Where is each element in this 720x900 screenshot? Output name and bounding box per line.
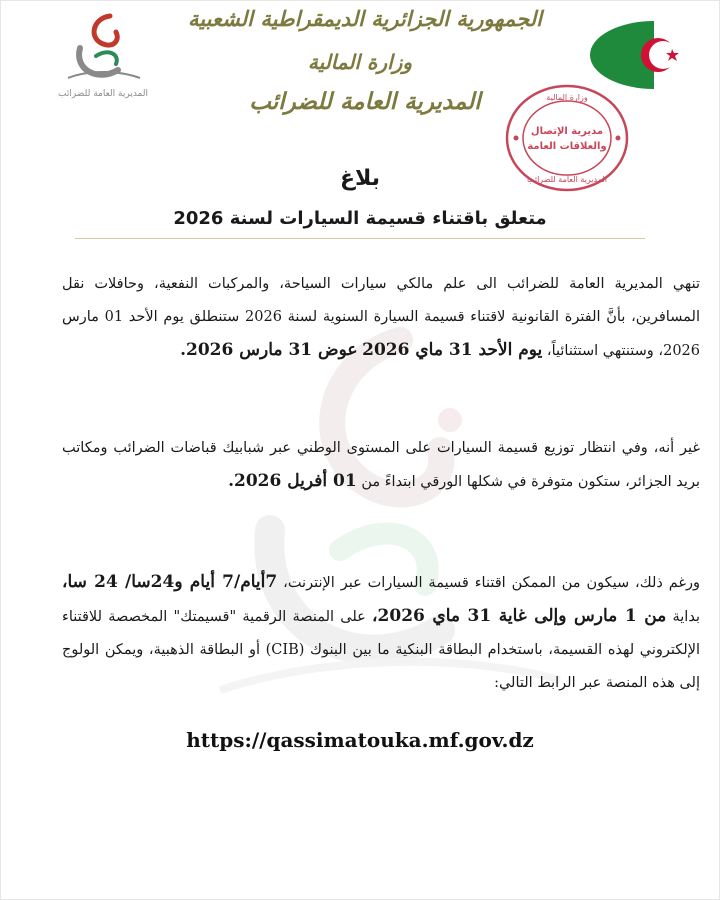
svg-text:والعلاقات العامة: والعلاقات العامة (527, 141, 607, 152)
official-stamp-icon (502, 82, 632, 194)
svg-text:وزارة المالية: وزارة المالية (546, 93, 588, 102)
svg-text:المديرية العامة للضرائب: المديرية العامة للضرائب (527, 175, 607, 184)
paragraph-3-rest: على المنصة الرقمية "قسيمتك" المخصصة للاقتناء الإلكتروني لهذه القسيمة، باستخدام البطاقة البنكية ما بين البنوك (CIB) أو البطاقة الذهبية، ويمكن الولوج إلى هذه المنصة عبر الرابط التالي: (62, 609, 701, 691)
paragraph-1-text: تنهي المديرية العامة للضرائب الى علم مالكي سيارات السياحة، والمركبات النفعية، وحافلات نقل المسافرين، بأنَّ الفترة القانونية لاقتناء قسيمة السيارة السنوية لسنة 2026 ستنطلق يوم الأحد 01 مارس 2026، وستنتهي استثنائياً، (62, 276, 700, 359)
document-title: بلاغ (340, 166, 380, 191)
paragraph-3-availability: 7أيام/7 أيام و24سا/ 24 سا، (62, 572, 278, 592)
header-ministry: وزارة المالية (307, 50, 413, 74)
paragraph-2-text: غير أنه، وفي انتظار توزيع قسيمة السيارات على المستوى الوطني عبر شبابيك قباضات الضرائب ومكاتب بريد الجزائر، ستكون متوفرة في شكلها الورقي ابتداءً من (62, 440, 700, 490)
paragraph-1-old-deadline: عوض 31 مارس 2026. (180, 340, 358, 360)
paragraph-3-mid: بداية (672, 609, 700, 625)
paragraph-1-new-deadline: يوم الأحد 31 ماي 2026 (362, 340, 543, 360)
dgi-logo-icon (58, 8, 148, 106)
header-republic: الجمهورية الجزائرية الديمقراطية الشعبية (187, 6, 542, 31)
logo-caption: المديرية العامة للضرائب (58, 89, 148, 99)
title-divider (75, 238, 645, 239)
paragraph-2 (62, 432, 700, 499)
algerian-flag-icon (588, 20, 720, 90)
document-subtitle: متعلق باقتناء قسيمة السيارات لسنة 2026 (173, 208, 547, 229)
svg-text:مديرية الإتصال: مديرية الإتصال (530, 126, 604, 137)
paragraph-3-period: من 1 مارس وإلى غاية 31 ماي 2026، (372, 606, 667, 626)
paragraph-3-intro: ورغم ذلك، سيكون من الممكن اقتناء قسيمة السيارات عبر الإنترنت، (283, 575, 700, 591)
platform-link[interactable]: https://qassimatouka.mf.gov.dz (186, 728, 534, 752)
header-directorate: المديرية العامة للضرائب (249, 88, 481, 115)
paragraph-3 (62, 566, 700, 700)
paragraph-2-date: 01 أفريل 2026. (228, 471, 357, 491)
paragraph-1 (62, 268, 700, 368)
